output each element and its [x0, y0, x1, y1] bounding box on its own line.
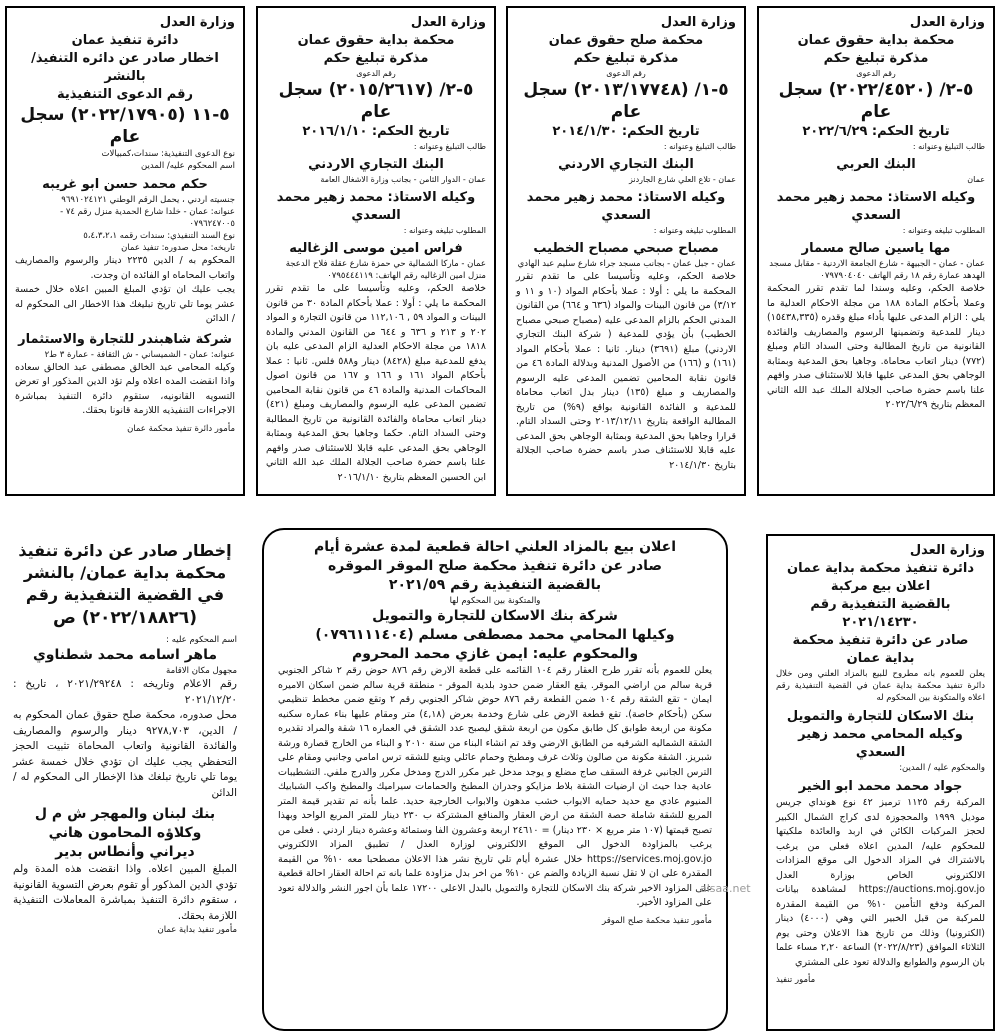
notify-label: المطلوب تبليغه وعنوانه :	[403, 226, 486, 235]
heading: إخطار صادر عن دائرة تنفيذ محكمة بداية عمان/ بالنشر في القضية التنفيذية رقم	[18, 541, 232, 604]
notify-label: المطلوب تبليغه وعنوانه :	[653, 226, 736, 235]
respondent-address: عمان - جبل عمان - بجانب مسجد جراء شارع سليم عبد الهادي	[517, 259, 736, 269]
debtor-address: عنوانه: عمان - خلدا شارع الحمدية منزل رقم ٧٤ - ٠٧٩٦٢٤٧٠٠٥	[60, 207, 235, 229]
debtor-label: اسم المحكوم عليه :	[166, 635, 237, 645]
notice-title: مذكرة تبليغ حكم	[323, 51, 429, 66]
notice-body-2: وكيله المحامي عبد الخالق مصطفى عبد الخالق سعاده واذا انقضت المده اعلاه ولم تؤد الدين المذكور او تعرض التسويه القانونيه، ستقوم دائرة التنفيذ بمباشرة الاجراءات التنفيذيه اللازمة قانونا بحقك.	[15, 361, 235, 416]
case-number: ٥-٢/ (٢٠١٥/٢٦١٧) سجل عام	[278, 80, 474, 122]
requester-address: عمان - الدوار الثامن - بجانب وزارة الاشغال العامة	[320, 175, 486, 184]
debtor: والمحكوم عليه: ايمن غازي محمد المحروم	[351, 646, 639, 662]
notice-title: اخطار صادر عن دائره التنفيذ/ بالنشر	[31, 51, 219, 84]
requester-city: عمان	[967, 175, 985, 184]
creditor: شركة شاهبندر للتجارة والاستثمار	[18, 331, 232, 347]
notice-body: المركبة رقم ١١٢٥ ترميز ٤٢ نوع هونداي جريس موديل ١٩٩٩ والمحجوزة لدى كراج الشمال الكبير لحجز المركبات الكائن في اربد والعائدة ملكيتها للمحكوم عليه/ المدين اعلاه فعلى من يرغب بالاشتراك في المزاد الدخول الى موقع المزادات الالكتروني الخاص بوزارة العدل https://auctions.moj.gov.jo لمشاهدة بيانات المركبة ودفع التأمين ١٠% من القيمة المقدرة للمركبة من قبل الخبير التي وهي (٤٠٠٠) دينار (الكترونيا) وذلك من تاريخ هذا الاعلان وحتى يوم الثلاثاء الموافق (٢٠٢٢/٨/٢٣) الساعة ٢,٢٠ مساء علما بان الرسوم والطوابع والدلالة تعود على المشتري	[776, 797, 986, 968]
agent: وكيله الاستاذ: محمد زهير محمد السعدي	[276, 190, 476, 223]
agents: ديراني وأنطاس بدير	[55, 844, 195, 860]
between-label: والمتكونة بين المحكوم لها	[449, 596, 541, 606]
ministry: وزارة العدل	[909, 15, 985, 30]
signature: مأمور دائرة تنفيذ محكمة عمان	[127, 423, 235, 434]
notice-execution-shatnawi	[5, 534, 245, 1031]
notice-judgment-commercial-bank-2	[256, 6, 496, 496]
notice-vehicle-sale	[766, 534, 995, 1031]
agent: وكيله الاستاذ: محمد زهير محمد السعدي	[526, 190, 726, 223]
bond-type: نوع السند التنفيذي: سندات رقمه ٥،٤،٣،٢،١	[83, 231, 235, 241]
creditor: بنك لبنان والمهجر ش م ل	[34, 806, 216, 822]
respondent: مها ياسين صالح مسمار	[801, 241, 951, 256]
case-label: رقم الدعوى	[856, 69, 896, 78]
case-number: بالقضية التنفيذية رقم ٢٠٢١/١٤٢٣٠	[810, 597, 951, 630]
debtor-label: والمحكوم عليه / المدين:	[899, 763, 985, 773]
creditor: شركة بنك الاسكان للتجارة والتمويل	[372, 608, 618, 624]
court-name: محكمة بداية حقوق عمان	[297, 33, 455, 48]
case-label: رقم الدعوى	[356, 69, 396, 78]
debtor-nationality: جنسيته اردني ، يحمل الرقم الوطني ٩٦٩١٠٢٤١٢١	[61, 195, 235, 205]
case-number: ٥-٢/ (٢٠٢٢/٤٥٢٠) سجل عام	[778, 80, 974, 122]
ruling-date: تاريخ الحكم: ٢٠١٤/١/٣٠	[552, 124, 700, 139]
requester-label: طالب التبليغ وعنوانه :	[912, 142, 985, 151]
agent: وكيلها المحامي محمد مصطفى مسلم (٠٧٩٦١١١٤٠٤)	[315, 627, 675, 643]
creditor: بنك الاسكان للتجارة والتمويل	[786, 709, 975, 724]
case-label: رقم الدعوى	[606, 69, 646, 78]
creditor-address: عنوانه: عمان - الشميساني - ش الثقافة - عمارة ٣ ط٢	[44, 349, 235, 360]
department: دائرة تنفيذ محكمة بداية عمان	[787, 561, 974, 576]
notice-property-auction	[262, 528, 728, 1031]
case-number: بالقضية التنفيذية رقم ٢٠٢١/٥٩	[388, 577, 602, 593]
notice-body: خلاصة الحكم، وعليه وتأسيسا على ما تقدم تقرر المحكمة ما يلي : أولا : عملا بأحكام المواد (١٠ و ١١ و ٣/١٢) من قانون البينات والمواد (٦٣٦ و ٦٦٤) من القانون المدني الحكم بالزام المدعى عليه (مصباح صبحي مصباح الخطيب) بأن يؤدي للمدعية ( شركة البنك التجاري الاردني) مبلغ (٣٦٩١) دينار. ثانيا : عملا بأحكام المواد (١٦١) و (١٦٦) من الأصول المدنية وبدلالة المادة ٤٦ من قانون نقابة المحامين تضمين المدعى عليه الرسوم والمصاريف و مبلغ (١٣٥) دينار بدل اتعاب محاماة للمدعية و الفائدة القانونية بواقع (٩%) من تاريخ المطالبة الواقعة بتاريخ ٢٠١٣/١٢/١١ وحتى السداد التام. قرارا وجاهيا بحق المدعية وبمثابة الوجاهي بحق المدعى عليه قابلا للاستئناف صدر باسم حضرة صاحب الجلالة بتاريخ ٢٠١٤/١/٣٠	[516, 271, 737, 471]
notify-label: المطلوب تبليغه وعنوانه :	[902, 226, 985, 235]
agent: وكيله المحامي محمد زهير السعدي	[798, 727, 963, 760]
case-number: ٥-١١ (٢٠٢٢/١٧٩٠٥) سجل عام	[20, 105, 230, 147]
heading-1: اعلان بيع بالمزاد العلني احالة قطعية لمدة عشرة أيام	[313, 539, 677, 555]
ministry: وزارة العدل	[410, 15, 486, 30]
agents-label: وكلاؤه المحامون هاني	[48, 825, 202, 841]
heading-2: صادر عن دائرة تنفيذ محكمة صلح الموقر الموقره	[328, 558, 662, 574]
case-label: رقم الدعوى التنفيذية	[57, 87, 193, 102]
signature: مأمور تنفيذ	[776, 975, 816, 985]
court-name: محكمة صلح حقوق عمان	[548, 33, 704, 48]
case-number: (٢٠٢٢/١٨٨٢٦) ص	[53, 608, 197, 628]
requester-label: طالب التبليغ وعنوانه :	[663, 142, 736, 151]
ministry: وزارة العدل	[909, 543, 985, 558]
requester: البنك العربي	[836, 157, 916, 172]
residence: مجهول مكان الاقامة	[166, 666, 237, 676]
requester-address: عمان - تلاع العلي شارع الجاردنز	[628, 175, 736, 184]
ministry: وزارة العدل	[159, 15, 235, 30]
notice-body: يعلن للعموم بأنه تقرر طرح العقار رقم ١٠٤ القائمه على قطعة الارض رقم ٨٧٦ حوض رقم ٢ شاكر الجنوبي قرية سالم من اراضي الموقر. يقع العقار ضمن حدود بلدية الموقر - منطقة قرية سالم ضمن اسكان الاميره ايمان - تقع الشقة رقم ١٠٤ ضمن القطعة رقم ٨٧٦ حوض شاكر الجنوبي رقم ٢ وتقع ضمن مخطط تنظيمي سكن (بأحكام خاصة). تقع قطعة الارض على شارع وخدمة بعرض (٤,١٨) متر ومقام عليها بناء عماره سكنيه مكونة من اربعة طوابق كل طابق مكون من اربعة شقق ليصبح عدد الشقق في العماره ١٦ شقة والمراد تقديره الشقة الشماليه الشرقيه من الطابق الارضي وقد تم انشاء البناء من سنة ٢٠١٠ و البناء من الخارج قصارة ورشة شبريز. الشقة مكونة من صالون وثلاث غرف ومطبخ وحمام عائلي ويتبع للشقه ترس امامي وجانبي ومقام على الترس الجانبي غرفة السقف صاج مضلع و يوجد مدخل غير مكرر الدرج ومدخل مكرر والدرج ملفي. التشطيبات عادية جدا حيث ان ارضيات الشقة بلاط مزايكو وجدران المطبخ والحمامات سيراميك والمطبخ واكب الشبابيك المنيوم عادي مع حديد حمايه الابواب خشب مدهون والابواب الخارجية حديد. علما بأنه تم تقدير قيمة المتر المربع للشقة شاملة حصة الشقة من ارض العقار والمنافع المشتركة ب ٢٣٠ دينار للمتر المربع الواحد وبهذا تصبح قيمتها (١٠٧ متر مربع × ٢٣٠ دينار) = ٢٤٦١٠ اربعة وعشرون الفا وستمائة وعشرة دينار اردني . فعلى من يرغب بالمزاودة الدخول الى الموقع الالكتروني لوزارة العدل / تطبيق المزاد الالكتروني https://services.moj.gov.jo خلال عشرة أيام تلي تاريخ نشر هذا الاعلان مصطحبا معه ١٠% من القيمة المقدرة على ان لا تقل نسبة الزيادة والضم عن ١٠% من اخر بدل مزاودة علما بانه تم احالة العقار احالة قطعية على المزاود الاخير شركة بنك الاسكان للتجارة والتمويل بالبدل الاعلى ١٧٢٠٠ علما بأن اجور النشر والدلالة تعود على المزاود الأخير.	[278, 665, 713, 908]
department: دائرة تنفيذ عمان	[71, 33, 179, 48]
court-name: محكمة بداية حقوق عمان	[797, 33, 955, 48]
notice-body-1: يجب عليك ان تؤدي المبلغ المبين اعلاه خلال خمسة عشر يوما تلي تاريخ تبليغك هذا الاخطار الى المحكوم له / الدائن	[15, 284, 235, 324]
respondent: مصباح صبحي مصباح الخطيب	[533, 241, 719, 256]
notice-title: مذكرة تبليغ حكم	[573, 51, 679, 66]
signature: مأمور تنفيذ محكمة صلح الموقر	[602, 915, 712, 926]
ruling-date: تاريخ الحكم: ٢٠١٦/١/١٠	[302, 124, 450, 139]
amount: المحكوم به / الدين ٢٢٣٥ دينار والرسوم والمصاريف واتعاب المحاماه او الفائده ان وجدت.	[15, 255, 235, 281]
issuer: صادر عن دائرة تنفيذ محكمة بداية عمان	[792, 633, 969, 666]
requester: البنك التجاري الاردني	[308, 157, 444, 172]
ruling-date: تاريخ الحكم: ٢٠٢٢/٦/٢٩	[802, 124, 950, 139]
notice-body-1: محل صدوره، محكمة صلح حقوق عمان المحكوم به / الدين، ٩٢٧٨,٧٠٣ دينار والرسوم والمصاريف والفائدة القانونية واتعاب المحاماة تثبيت الحجز التحفظي يجب عليك ان تؤدي خلال خمسة عشر يوما تلي تاريخ تبلغك هذا الإخطار الى المحكوم له / الدائن	[13, 709, 237, 799]
debtor: جواد محمد محمد ابو الخير	[798, 779, 963, 794]
case-number: ٥-١/ (٢٠١٣/١٧٧٤٨) سجل عام	[523, 80, 729, 122]
debtor: ماهر اسامه محمد شطناوي	[32, 647, 218, 663]
debtor: حكم محمد حسن ابو غريبه	[42, 177, 208, 192]
agent: وكيله الاستاذ: محمد زهير محمد السعدي	[776, 190, 976, 223]
requester-label: طالب التبليغ وعنوانه :	[413, 142, 486, 151]
intro: يعلن للعموم بانه مطروح للبيع بالمزاد العلني ومن خلال دائرة تنفيذ محكمة بداية عمان في القضية التنفيذية رقم اعلاه والمتكونة بين المحكوم له	[776, 669, 985, 703]
respondent: فراس امين موسى الزغاليه	[289, 241, 463, 256]
notice-number: رقم الاعلام وتاريخه : ٢٠٢١/٢٩٢٤٨ ، تاريخ : ٢٠٢١/١٢/٢٠	[13, 678, 237, 706]
requester: البنك التجاري الاردني	[558, 157, 694, 172]
case-type: نوع الدعوى التنفيذية: سندات،كمبيالات	[101, 149, 235, 159]
respondent-address: عمان - عمان - الجبيهة - شارع الجامعة الاردنية - مقابل مسجد الهدهد عمارة رقم ١٨ رقم الهاتف ٠٧٩٧٩٠٤٠٤٠	[769, 259, 985, 281]
notice-title: اعلان بيع مركبة	[830, 579, 931, 594]
debtor-label: اسم المحكوم عليه/ المدين	[141, 161, 235, 171]
bond-date: تاريخه: محل صدوره: تنفيذ عمان	[121, 243, 235, 253]
watermark: alsaa.net	[700, 882, 751, 895]
respondent-address: عمان - ماركا الشمالية حي حمزة شارع عقلة فلاح الدعجة منزل امين الزغاليه رقم الهاتف: ٠٧٩٥٤٤٤١١٩	[285, 259, 486, 281]
notice-body: خلاصة الحكم، وعليه وسندا لما تقدم تقرر المحكمة وعملا بأحكام المادة ١٨٨ من مجلة الاحكام العدلية ما يلي : الزام المدعى عليها بأداء مبلغ وقدره (١٥٤٣٨,٣٣٥) دينار للمدعية وتضمينها الرسوم والمصاريف والفائدة القانونية من تاريخ المطالبة وحتى السداد التام ومبلغ (٧٧٢) دينار اتعاب محاماة. وجاهيا بحق المدعية وبمثابة الوجاهي بحق المدعى عليها قابلا للاستئناف صدر وافهم علنا باسم حضرة صاحب الجلالة الملك عبد الله الثاني المعظم بتاريخ ٢٠٢٢/٦/٢٩	[767, 283, 985, 410]
ministry: وزارة العدل	[660, 15, 736, 30]
notice-title: مذكرة تبليغ حكم	[823, 51, 929, 66]
notice-body: خلاصة الحكم، وعليه وتأسيسا على ما تقدم تقرر المحكمة ما يلي : أولا : عملا بأحكام المادة ٣٠ من قانون البينات و المواد ٥٩ , ١١٢,١٠٦ من قانون التجارة و المواد ٢٠٢ و ٢١٣ و ٦٣٦ و ٦٤٤ من القانون المدني والمادة ١٨١٨ من مجلة الاحكام العدلية الزام المدعى عليه بان يدفع للمدعية مبلغ (٨٤٢٨) دينار و٥٨٨ فلس. ثانيا : عملا بأحكام المواد ١٦١ و ١٦٦ و ١٦٧ من قانون اصول المحاكمات المدنية والمادة ٤٦ من قانون نقابة المحامين تضمين المدعى عليه الرسوم والمصاريف ومبلغ (٤٢١) دينار اتعاب محاماة والفائدة القانونية من تاريخ المطالبة وحتى السداد التام. حكما وجاهيا بحق المدعية وبمثابة الوجاهي بحق المدعى عليه قابلا للاستئناف صدر وافهم علنا باسم حضرة صاحب الجلالة الملك عبد الله الثاني ابن الحسين المعظم بتاريخ ٢٠١٦/١/١٠	[266, 283, 487, 483]
notice-judgment-commercial-bank-1	[506, 6, 746, 496]
notice-execution-amman	[5, 6, 245, 496]
signature: مأمور تنفيذ بداية عمان	[157, 925, 237, 935]
notice-judgment-arab-bank	[757, 6, 995, 496]
notice-body-2: المبلغ المبين اعلاه. واذا انقضت هذه المدة ولم تؤدي الدين المذكور أو تقوم بعرض التسوية القانونية ، ستقوم دائرة التنفيذ بمباشرة المعاملات التنفيذية اللازمة بحقك.	[13, 863, 237, 922]
